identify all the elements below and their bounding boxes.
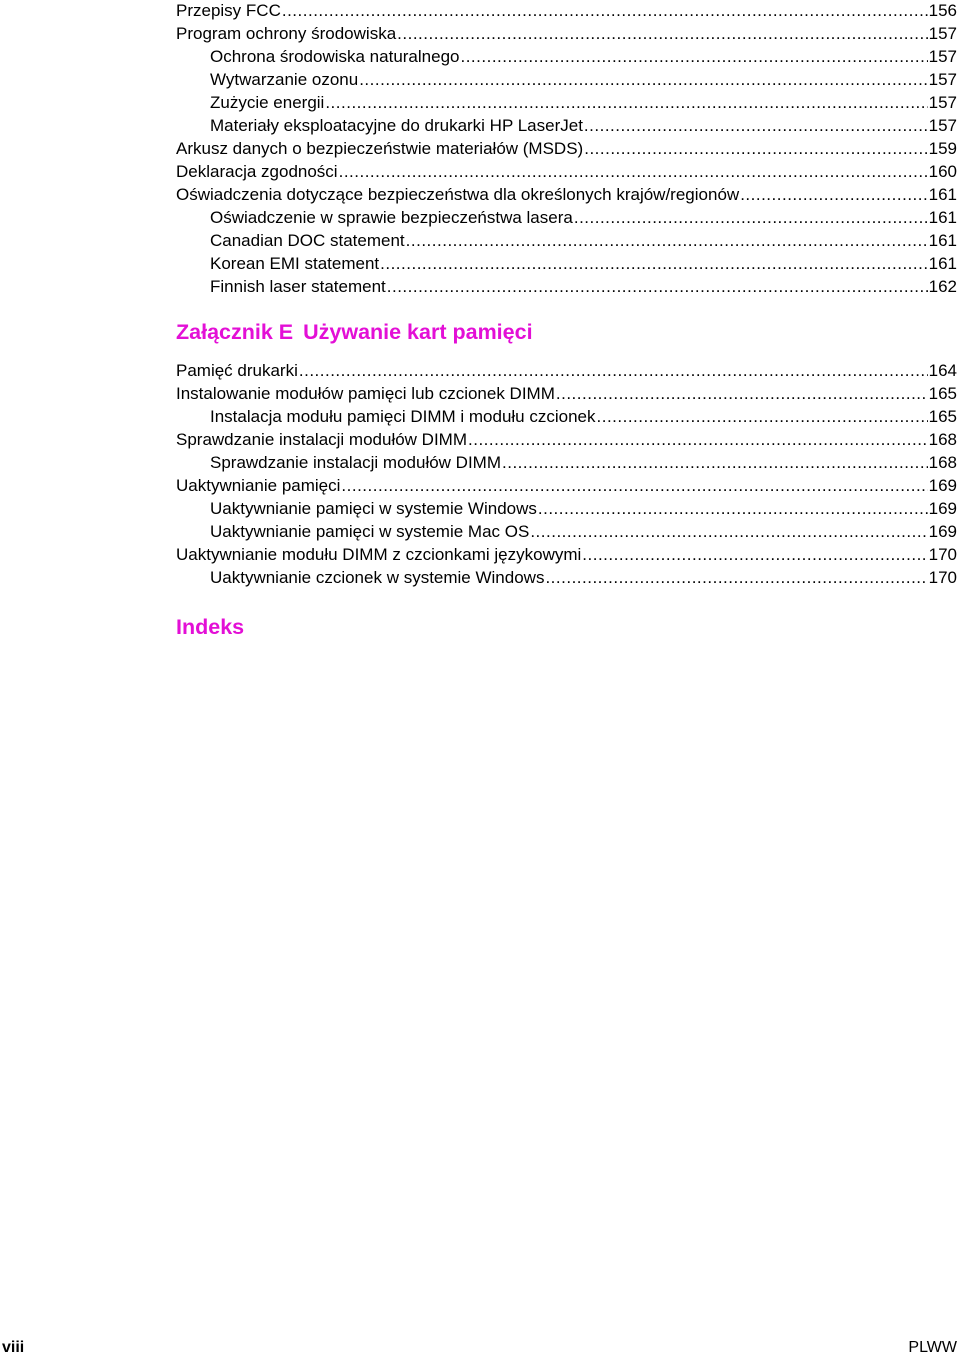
toc-entry-title: Uaktywnianie pamięci w systemie Mac OS <box>210 522 530 541</box>
doc-code: PLWW <box>908 1339 957 1356</box>
toc-entry[interactable] <box>176 543 957 566</box>
toc-entry-page: 168 <box>928 430 957 449</box>
toc-entry-page: 161 <box>928 254 957 273</box>
dot-leader <box>574 206 928 229</box>
toc-entry-page: 157 <box>928 24 957 43</box>
toc-entry[interactable] <box>176 474 957 497</box>
dot-leader <box>468 428 928 451</box>
dot-leader <box>380 252 927 275</box>
toc-entry-page: 161 <box>928 208 957 227</box>
toc-entry[interactable] <box>176 275 957 298</box>
toc-entry-title: Sprawdzanie instalacji modułów DIMM <box>210 453 502 472</box>
toc-entry[interactable] <box>176 183 957 206</box>
dot-leader <box>359 68 927 91</box>
toc-entry[interactable] <box>176 252 957 275</box>
toc-entry-page: 170 <box>928 568 957 587</box>
dot-leader <box>740 183 927 206</box>
toc-entry-title: Oświadczenia dotyczące bezpieczeństwa dla określonych krajów/regionów <box>176 185 740 204</box>
dot-leader <box>387 275 928 298</box>
toc-entry-title: Oświadczenie w sprawie bezpieczeństwa lasera <box>210 208 573 227</box>
dot-leader <box>282 0 928 22</box>
toc-entry[interactable] <box>176 91 957 114</box>
toc-entry-page: 157 <box>928 70 957 89</box>
toc-entry-title: Materiały eksploatacyjne do drukarki HP LaserJet <box>210 116 583 135</box>
dot-leader <box>325 91 927 114</box>
toc-entry[interactable] <box>176 68 957 91</box>
dot-leader <box>597 405 928 428</box>
toc-entry-page: 162 <box>928 277 957 296</box>
toc-list-top <box>176 0 957 298</box>
toc-entry[interactable] <box>176 382 957 405</box>
toc-entry-page: 161 <box>928 231 957 250</box>
dot-leader <box>397 22 927 45</box>
appendix-e-heading <box>176 320 533 345</box>
toc-entry[interactable] <box>176 114 957 137</box>
toc-entry-title: Pamięć drukarki <box>176 361 298 380</box>
dot-leader <box>460 45 927 68</box>
dot-leader <box>502 451 928 474</box>
toc-entry-title: Wytwarzanie ozonu <box>210 70 359 89</box>
toc-entry[interactable] <box>176 45 957 68</box>
page-number: viii <box>2 1339 25 1356</box>
toc-entry[interactable] <box>176 229 957 252</box>
toc-entry-page: 169 <box>928 522 957 541</box>
toc-entry[interactable] <box>176 0 957 22</box>
toc-entry-page: 169 <box>928 499 957 518</box>
toc-entry-title: Korean EMI statement <box>210 254 380 273</box>
toc-entry[interactable] <box>176 497 957 520</box>
toc-entry-page: 169 <box>928 476 957 495</box>
toc-entry-title: Finnish laser statement <box>210 277 386 296</box>
toc-entry-title: Arkusz danych o bezpieczeństwie materiałów (MSDS) <box>176 139 584 158</box>
dot-leader <box>341 474 927 497</box>
dot-leader <box>339 160 928 183</box>
toc-entry-title: Uaktywnianie czcionek w systemie Windows <box>210 568 545 587</box>
toc-entry[interactable] <box>176 520 957 543</box>
appendix-e-label: Załącznik E <box>176 320 294 344</box>
toc-entry-title: Instalowanie modułów pamięci lub czcionek DIMM <box>176 384 555 403</box>
dot-leader <box>530 520 927 543</box>
toc-entry-page: 160 <box>928 162 957 181</box>
toc-entry-page: 164 <box>928 361 957 380</box>
toc-entry-title: Uaktywnianie pamięci w systemie Windows <box>210 499 537 518</box>
toc-entry-title: Uaktywnianie pamięci <box>176 476 341 495</box>
dot-leader <box>406 229 928 252</box>
dot-leader <box>538 497 928 520</box>
toc-entry[interactable] <box>176 566 957 589</box>
toc-entry-page: 157 <box>928 93 957 112</box>
toc-entry-title: Ochrona środowiska naturalnego <box>210 47 460 66</box>
dot-leader <box>584 114 928 137</box>
toc-entry-page: 159 <box>928 139 957 158</box>
toc-list-appendix-e <box>176 359 957 589</box>
toc-entry-page: 161 <box>928 185 957 204</box>
dot-leader <box>545 566 927 589</box>
index-heading: Indeks <box>176 615 245 639</box>
toc-entry-title: Sprawdzanie instalacji modułów DIMM <box>176 430 468 449</box>
toc-entry-title: Program ochrony środowiska <box>176 24 397 43</box>
toc-entry[interactable] <box>176 451 957 474</box>
toc-entry-page: 168 <box>928 453 957 472</box>
dot-leader <box>584 137 927 160</box>
toc-entry-title: Uaktywnianie modułu DIMM z czcionkami językowymi <box>176 545 582 564</box>
toc-entry[interactable] <box>176 137 957 160</box>
toc-entry-title: Przepisy FCC <box>176 1 281 20</box>
dot-leader <box>556 382 928 405</box>
toc-entry-title: Zużycie energii <box>210 93 325 112</box>
toc-entry[interactable] <box>176 405 957 428</box>
toc-entry-title: Canadian DOC statement <box>210 231 405 250</box>
toc-entry[interactable] <box>176 428 957 451</box>
toc-entry[interactable] <box>176 206 957 229</box>
toc-entry-page: 165 <box>928 407 957 426</box>
toc-entry-page: 157 <box>928 116 957 135</box>
toc-entry-page: 157 <box>928 47 957 66</box>
toc-entry[interactable] <box>176 22 957 45</box>
toc-entry-page: 165 <box>928 384 957 403</box>
dot-leader <box>299 359 928 382</box>
toc-entry-title: Instalacja modułu pamięci DIMM i modułu czcionek <box>210 407 596 426</box>
toc-entry[interactable] <box>176 160 957 183</box>
toc-entry-title: Deklaracja zgodności <box>176 162 338 181</box>
toc-entry-page: 156 <box>928 1 957 20</box>
toc-entry-page: 170 <box>928 545 957 564</box>
toc-entry[interactable] <box>176 359 957 382</box>
appendix-e-title: Używanie kart pamięci <box>303 320 533 344</box>
dot-leader <box>582 543 927 566</box>
